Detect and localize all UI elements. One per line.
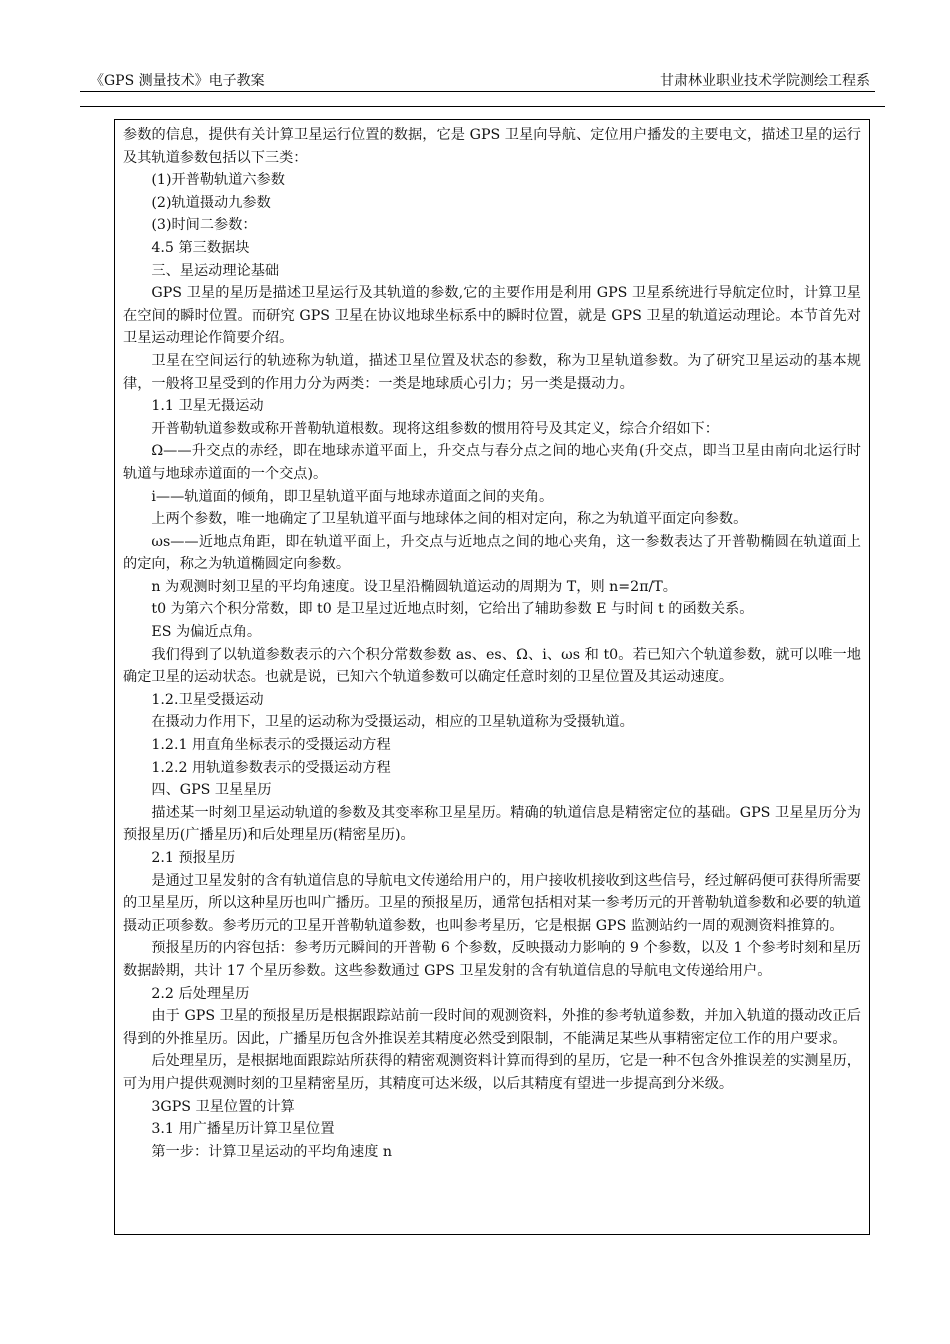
- paragraph: 1.2.卫星受摄运动: [151, 691, 264, 708]
- paragraph: 3.1 用广播星历计算卫星位置: [151, 1121, 335, 1138]
- paragraph: 后处理星历，是根据地面跟踪站所获得的精密观测资料计算而得到的星历，它是一种不包含外推误差的实测星历，可为用户提供观测时刻的卫星精密星历，其精度可达米级，以后其精度有望进一步提高到分米级。: [123, 1053, 861, 1092]
- paragraph: 我们得到了以轨道参数表示的六个积分常数参数 as、es、Ω、i、ωs 和 t0。若已知六个轨道参数，就可以唯一地确定卫星的运动状态。也就是说，已知六个轨道参数可以确定任意时刻的卫星位置及其运动速度。: [123, 646, 861, 686]
- paragraph: 预报星历的内容包括：参考历元瞬间的开普勒 6 个参数，反映摄动力影响的 9 个参数，以及 1 个参考时刻和星历数据龄期，共计 17 个星历参数。这些参数通过 GPS 卫星发射的含有轨道信息的导航电文传递给用户。: [123, 940, 861, 979]
- paragraph: ωs——近地点角距，即在轨道平面上，升交点与近地点之间的地心夹角，这一参数表达了开普勒椭圆在轨道面上的定向，称之为轨道椭圆定向参数。: [123, 533, 861, 573]
- paragraph: 开普勒轨道参数或称开普勒轨道根数。现将这组参数的惯用符号及其定义，综合介绍如下：: [151, 420, 719, 437]
- paragraph: Ω——升交点的赤经，即在地球赤道平面上，升交点与春分点之间的地心夹角(升交点，即当卫星由南向北运行时轨道与地球赤道面的一个交点)。: [123, 443, 861, 482]
- paragraph: 3GPS 卫星位置的计算: [151, 1098, 295, 1115]
- paragraph: 4.5 第三数据块: [151, 239, 250, 256]
- paragraph: 是通过卫星发射的含有轨道信息的导航电文传递给用户的，用户接收机接收到这些信号，经过解码便可获得所需要的卫星星历，所以这种星历也叫广播历。卫星的预报星历，通常包括相对某一参考历元的开普勒轨道参数和必要的轨道摄动正项参数。参考历元的卫星开普勒轨道参数，也叫参考星历，它是根据 GPS 监测站约一周的观测资料推算的。: [123, 872, 861, 934]
- paragraph: i——轨道面的倾角，即卫星轨道平面与地球赤道面之间的夹角。: [151, 488, 554, 505]
- content-box: [114, 119, 870, 1235]
- paragraph: ES 为偏近点角。: [151, 624, 262, 641]
- paragraph: 卫星在空间运行的轨迹称为轨道，描述卫星位置及状态的参数，称为卫星轨道参数。为了研究卫星运动的基本规律，一般将卫星受到的作用力分为两类：一类是地球质心引力；另一类是摄动力。: [123, 352, 861, 392]
- header-left-title: 《GPS 测量技术》电子教案: [90, 73, 265, 89]
- paragraph: 上两个参数，唯一地确定了卫星轨道平面与地球体之间的相对定向，称之为轨道平面定向参数。: [151, 511, 748, 528]
- paragraph: 第一步：计算卫星运动的平均角速度 n: [151, 1143, 393, 1160]
- paragraph: (1)开普勒轨道六参数: [151, 172, 285, 189]
- paragraph: 1.2.2 用轨道参数表示的受摄运动方程: [151, 759, 391, 776]
- paragraph: 在摄动力作用下，卫星的运动称为受摄运动，相应的卫星轨道称为受摄轨道。: [151, 714, 634, 731]
- paragraph: t0 为第六个积分常数，即 t0 是卫星过近地点时刻，它给出了辅助参数 E 与时间 t 的函数关系。: [151, 601, 754, 618]
- paragraph: 1.1 卫星无摄运动: [151, 398, 264, 415]
- page-header: [80, 70, 870, 90]
- paragraph: 四、GPS 卫星星历: [151, 782, 272, 799]
- paragraph: 2.1 预报星历: [151, 850, 236, 866]
- paragraph: 描述某一时刻卫星运动轨道的参数及其变率称卫星星历。精确的轨道信息是精密定位的基础。GPS 卫星星历分为预报星历(广播星历)和后处理星历(精密星历)。: [123, 804, 861, 844]
- paragraph: 2.2 后处理星历: [151, 985, 250, 1002]
- paragraph: GPS 卫星的星历是描述卫星运行及其轨道的参数,它的主要作用是利用 GPS 卫星系统进行导航定位时，计算卫星在空间的瞬时位置。而研究 GPS 卫星在协议地球坐标系中的瞬时位置，就是 GPS 卫星的轨道运动理论。本节首先对卫星运动理论作简要介绍。: [123, 285, 861, 347]
- paragraph: n 为观测时刻卫星的平均角速度。设卫星沿椭圆轨道运动的周期为 T，则 n=2π/T。: [151, 578, 677, 595]
- paragraph: 参数的信息，提供有关计算卫星运行位置的数据，它是 GPS 卫星向导航、定位用户播发的主要电文，描述卫星的运行及其轨道参数包括以下三类：: [123, 127, 861, 166]
- paragraph: (3)时间二参数：: [151, 217, 257, 234]
- paragraph: 由于 GPS 卫星的预报星历是根据跟踪站前一段时间的观测资料，外推的参考轨道参数，并加入轨道的摄动改正后得到的外推星历。因此，广播星历包含外推误差其精度必然受到限制，不能满足某些从事精密定位工作的用户要求。: [123, 1008, 861, 1047]
- paragraph: (2)轨道摄动九参数: [151, 194, 271, 211]
- header-rule-thin: [80, 91, 875, 92]
- header-right-department: 甘肃林业职业技术学院测绘工程系: [660, 73, 870, 89]
- paragraph: 1.2.1 用直角坐标表示的受摄运动方程: [151, 737, 391, 754]
- paragraph: 三、星运动理论基础: [151, 262, 280, 279]
- header-rule-thick: [80, 106, 885, 107]
